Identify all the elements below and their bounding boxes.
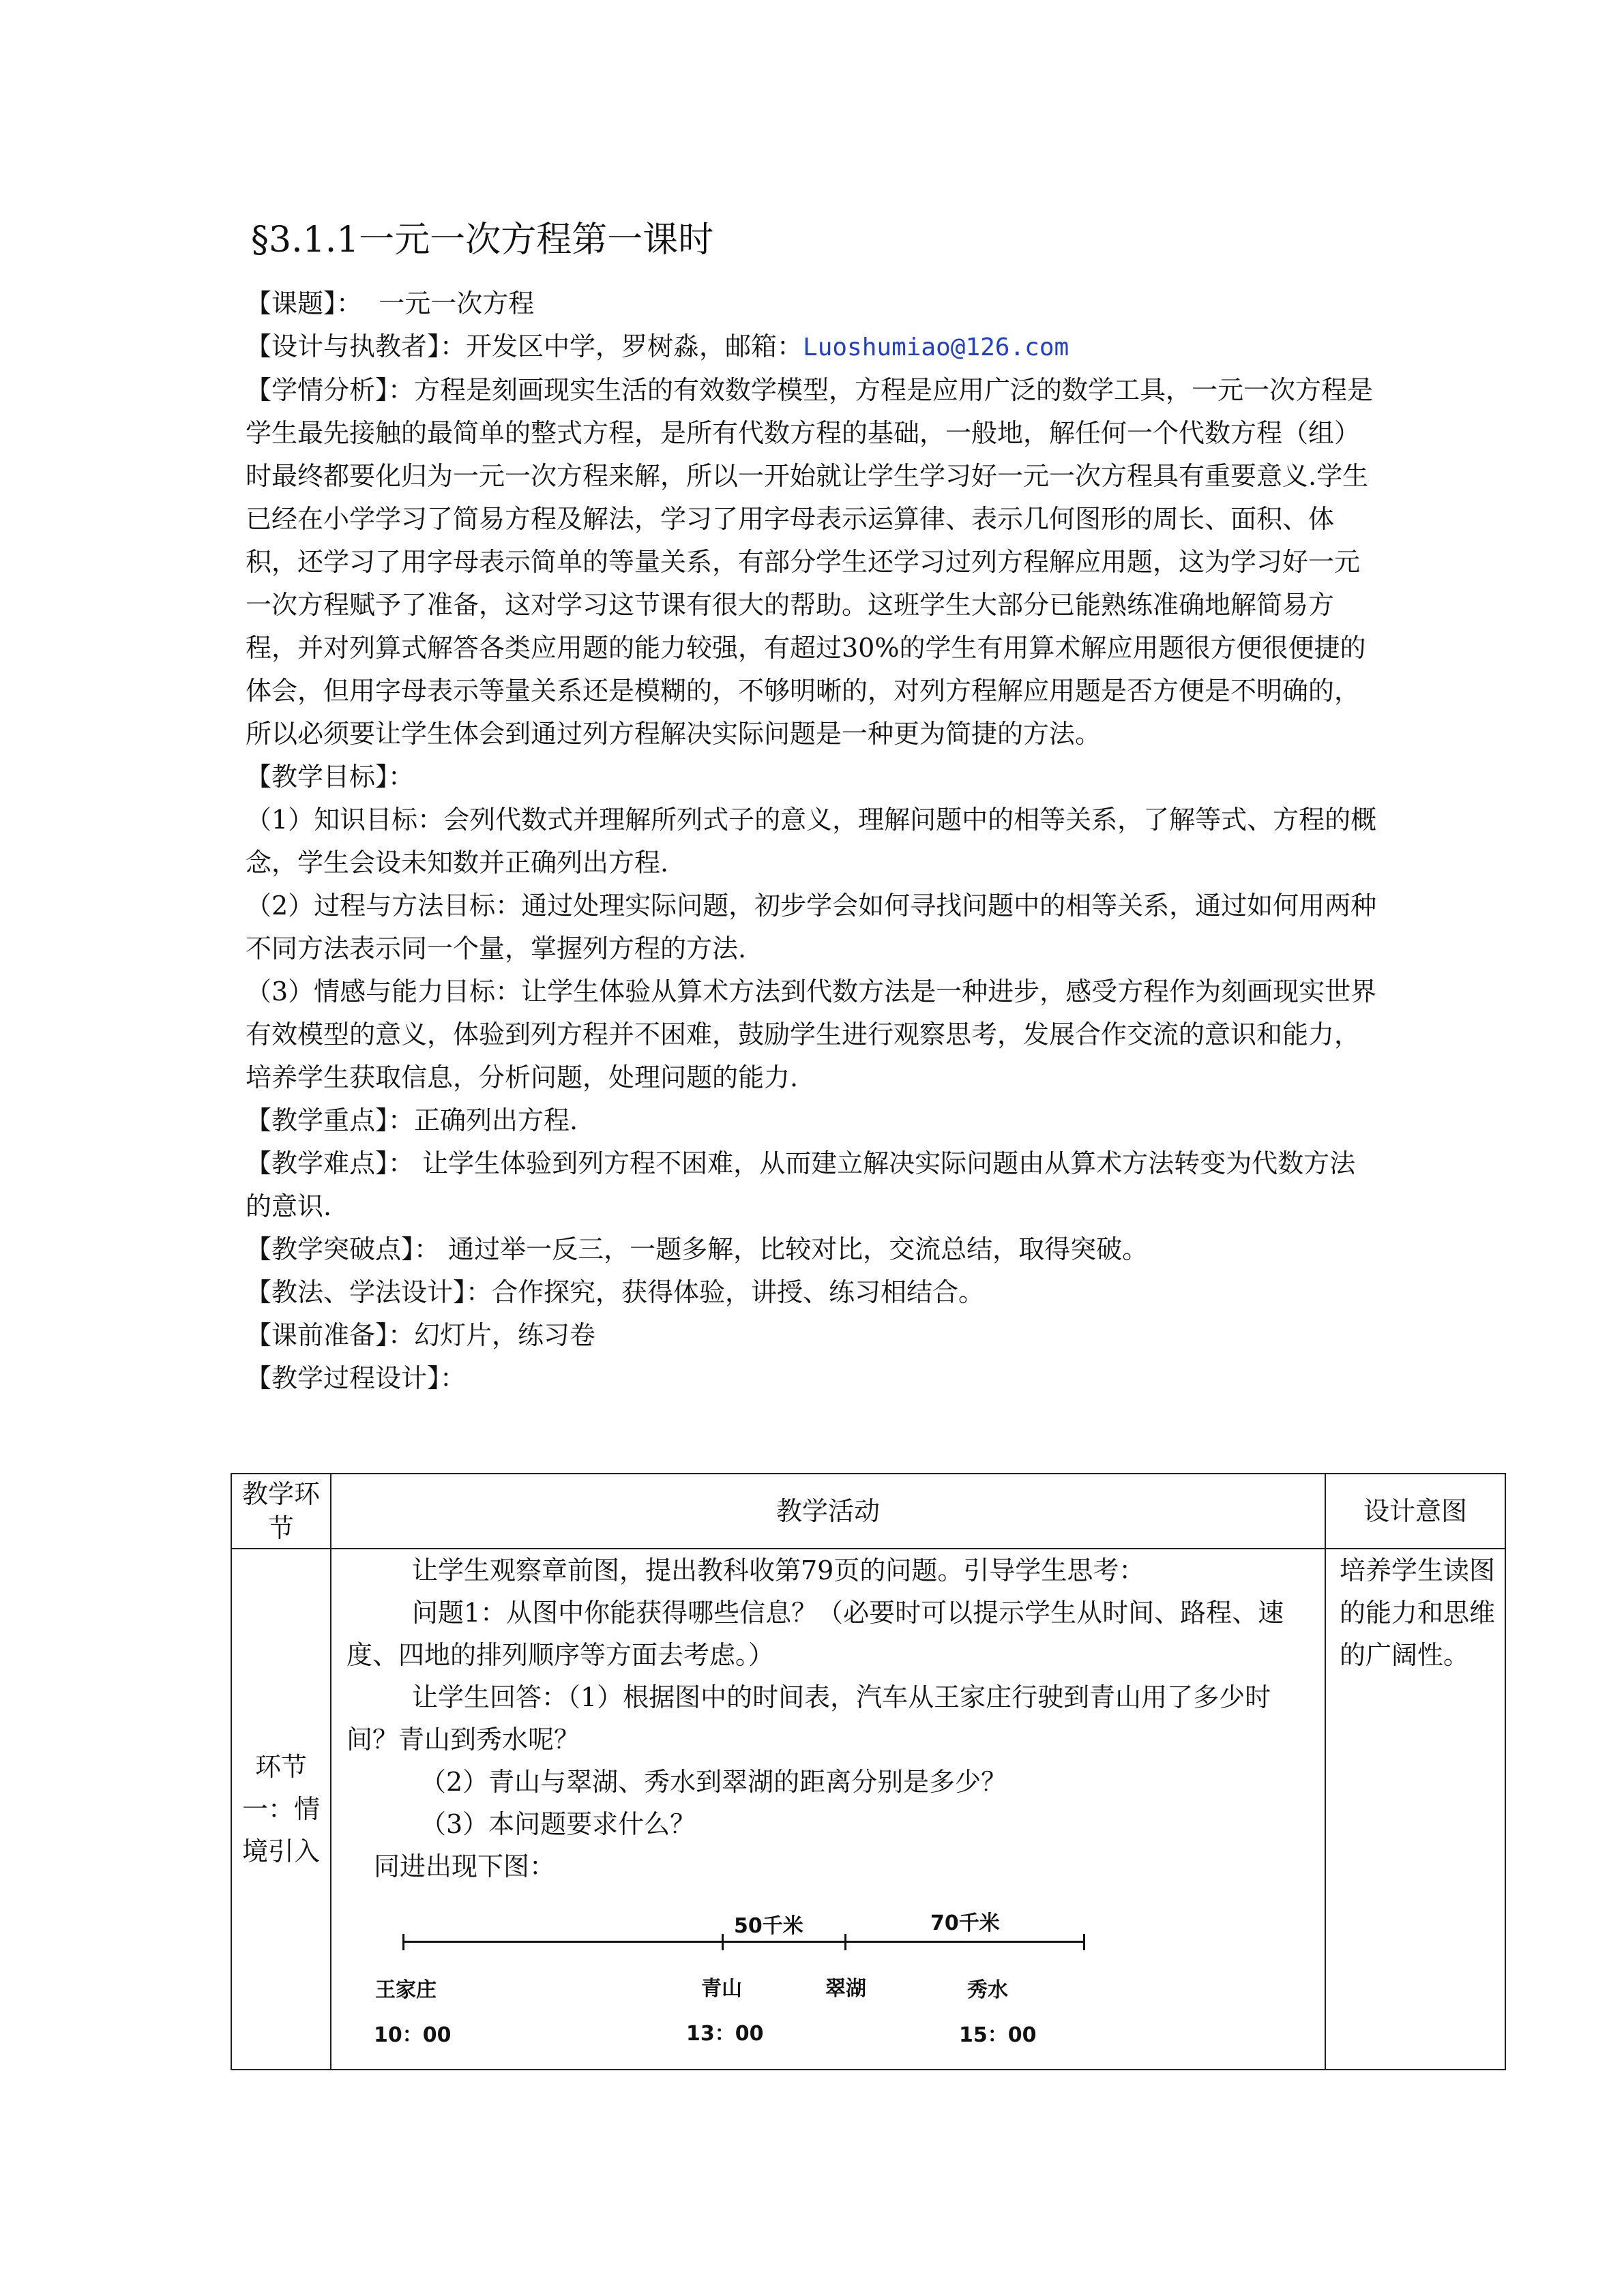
designer-line: [246, 325, 1378, 369]
goal-item-emotion: （3）情感与能力目标：让学生体验从算术方法到代数方法是一种进步，感受方程作为刻画现实世界有效模型的意义，体验到列方程并不困难，鼓励学生进行观察思考，发展合作交流的意识和能力，培养学生获取信息，分析问题，处理问题的能力.: [246, 976, 1377, 1092]
route-tick-wangjiazhuang: [402, 1934, 404, 1950]
process-label: 【教学过程设计】：: [246, 1363, 467, 1393]
breakthrough-line: [246, 1228, 1378, 1271]
analysis-paragraph: [246, 369, 1378, 756]
breakthrough-value: 通过举一反三，一题多解，比较对比，交流总结，取得突破。: [440, 1234, 1149, 1264]
preparation-line: [246, 1314, 1378, 1357]
key-point-label: 【教学重点】：: [246, 1105, 415, 1135]
key-point-value: 正确列出方程.: [414, 1105, 578, 1135]
route-tick-cuihu: [844, 1934, 846, 1950]
activity-p4: （2）青山与翠湖、秀水到翠湖的距离分别是多少？: [420, 1767, 1007, 1797]
preparation-label: 【课前准备】：: [246, 1320, 415, 1350]
difficulty-label: 【教学难点】：: [246, 1148, 415, 1178]
place-label: 翠湖: [825, 1977, 866, 2001]
table-header-row: [231, 1474, 1505, 1549]
time-label: 13：00: [686, 2022, 764, 2046]
header-activity: 教学活动: [331, 1474, 1325, 1549]
goal-item-process: （2）过程与方法目标：通过处理实际问题，初步学会如何寻找问题中的相等关系，通过如何用两种不同方法表示同一个量，掌握列方程的方法.: [246, 891, 1377, 964]
activity-p6: 同进出现下图：: [374, 1851, 556, 1881]
route-tick-qingshan: [722, 1934, 724, 1950]
topic-value: 一元一次方程: [379, 288, 535, 318]
topic-line: [246, 282, 1378, 325]
place-label: 青山: [701, 1977, 742, 2001]
place-label: 秀水: [967, 1978, 1008, 2002]
stage-cell: 环节一：情境引入: [231, 1549, 331, 2070]
designer-value: 开发区中学，罗树淼，邮箱：: [466, 331, 803, 361]
methods-label: 【教法、学法设计】：: [246, 1277, 492, 1307]
table-row: [231, 1549, 1505, 2070]
place-label: 王家庄: [375, 1978, 437, 2002]
header-stage: 教学环节: [231, 1474, 331, 1549]
breakthrough-label: 【教学突破点】：: [246, 1234, 441, 1264]
preparation-value: 幻灯片，练习卷: [414, 1320, 596, 1350]
intent-cell: 培养学生读图的能力和思维的广阔性。: [1325, 1549, 1505, 2070]
page-title: §3.1.1一元一次方程第一课时: [251, 220, 714, 260]
header-intent: 设计意图: [1325, 1474, 1505, 1549]
goals-label: 【教学目标】：: [246, 762, 415, 792]
route-diagram: [346, 1892, 1320, 2069]
activity-p3: 让学生回答：（1）根据图中的时间表，汽车从王家庄行驶到青山用了多少时间？青山到秀水呢？: [346, 1682, 1271, 1755]
analysis-label: 【学情分析】：: [246, 375, 415, 405]
methods-value: 合作探究，获得体验，讲授、练习相结合。: [492, 1277, 985, 1307]
difficulty-line: [246, 1142, 1378, 1228]
activity-p5: （3）本问题要求什么？: [420, 1809, 696, 1839]
time-label: 15：00: [959, 2023, 1037, 2047]
activity-p1: 让学生观察章前图，提出教科收第79页的问题。引导学生思考：: [412, 1555, 1145, 1585]
time-label: 10：00: [374, 2023, 452, 2047]
distance-label-1: 50千米: [734, 1914, 803, 1938]
key-point-line: [246, 1099, 1378, 1142]
difficulty-value: 让学生体验到列方程不困难，从而建立解决实际问题由从算术方法转变为代数方法的意识.: [246, 1148, 1356, 1221]
goal-item-knowledge: （1）知识目标：会列代数式并理解所列式子的意义，理解问题中的相等关系，了解等式、方程的概念，学生会设未知数并正确列出方程.: [246, 805, 1377, 878]
activity-cell: [331, 1549, 1325, 2070]
route-tick-xiushui: [1083, 1934, 1085, 1950]
distance-label-2: 70千米: [930, 1911, 1000, 1935]
email-link[interactable]: Luoshumiao@126.com: [803, 333, 1069, 361]
lesson-info: [246, 282, 1378, 1400]
methods-line: [246, 1271, 1378, 1314]
topic-label: 【课题】：: [246, 288, 363, 318]
designer-label: 【设计与执教者】：: [246, 331, 467, 361]
process-table: [231, 1473, 1506, 2070]
analysis-text: 方程是刻画现实生活的有效数学模型，方程是应用广泛的数学工具，一元一次方程是学生最先接触的最简单的整式方程，是所有代数方程的基础，一般地，解任何一个代数方程（组）时最终都要化归为一元一次方程来解，所以一开始就让学生学习好一元一次方程具有重要意义.学生已经在小学学习了简易方程及解法，学习了用字母表示运算律、表示几何图形的周长、面积、体积，还学习了用字母表示简单的等量关系，有部分学生还学习过列方程解应用题，这为学习好一元一次方程赋予了准备，这对学习这节课有很大的帮助。这班学生大部分已能熟练准确地解简易方程，并对列算式解答各类应用题的能力较强，有超过30%的学生有用算术解应用题很方便很便捷的体会，但用字母表示等量关系还是模糊的，不够明晰的，对列方程解应用题是否方便是不明确的，所以必须要让学生体会到通过列方程解决实际问题是一种更为简捷的方法。: [246, 375, 1374, 749]
route-line: [402, 1941, 1084, 1943]
activity-p2: 问题1：从图中你能获得哪些信息？（必要时可以提示学生从时间、路程、速度、四地的排列顺序等方面去考虑。）: [346, 1598, 1284, 1670]
